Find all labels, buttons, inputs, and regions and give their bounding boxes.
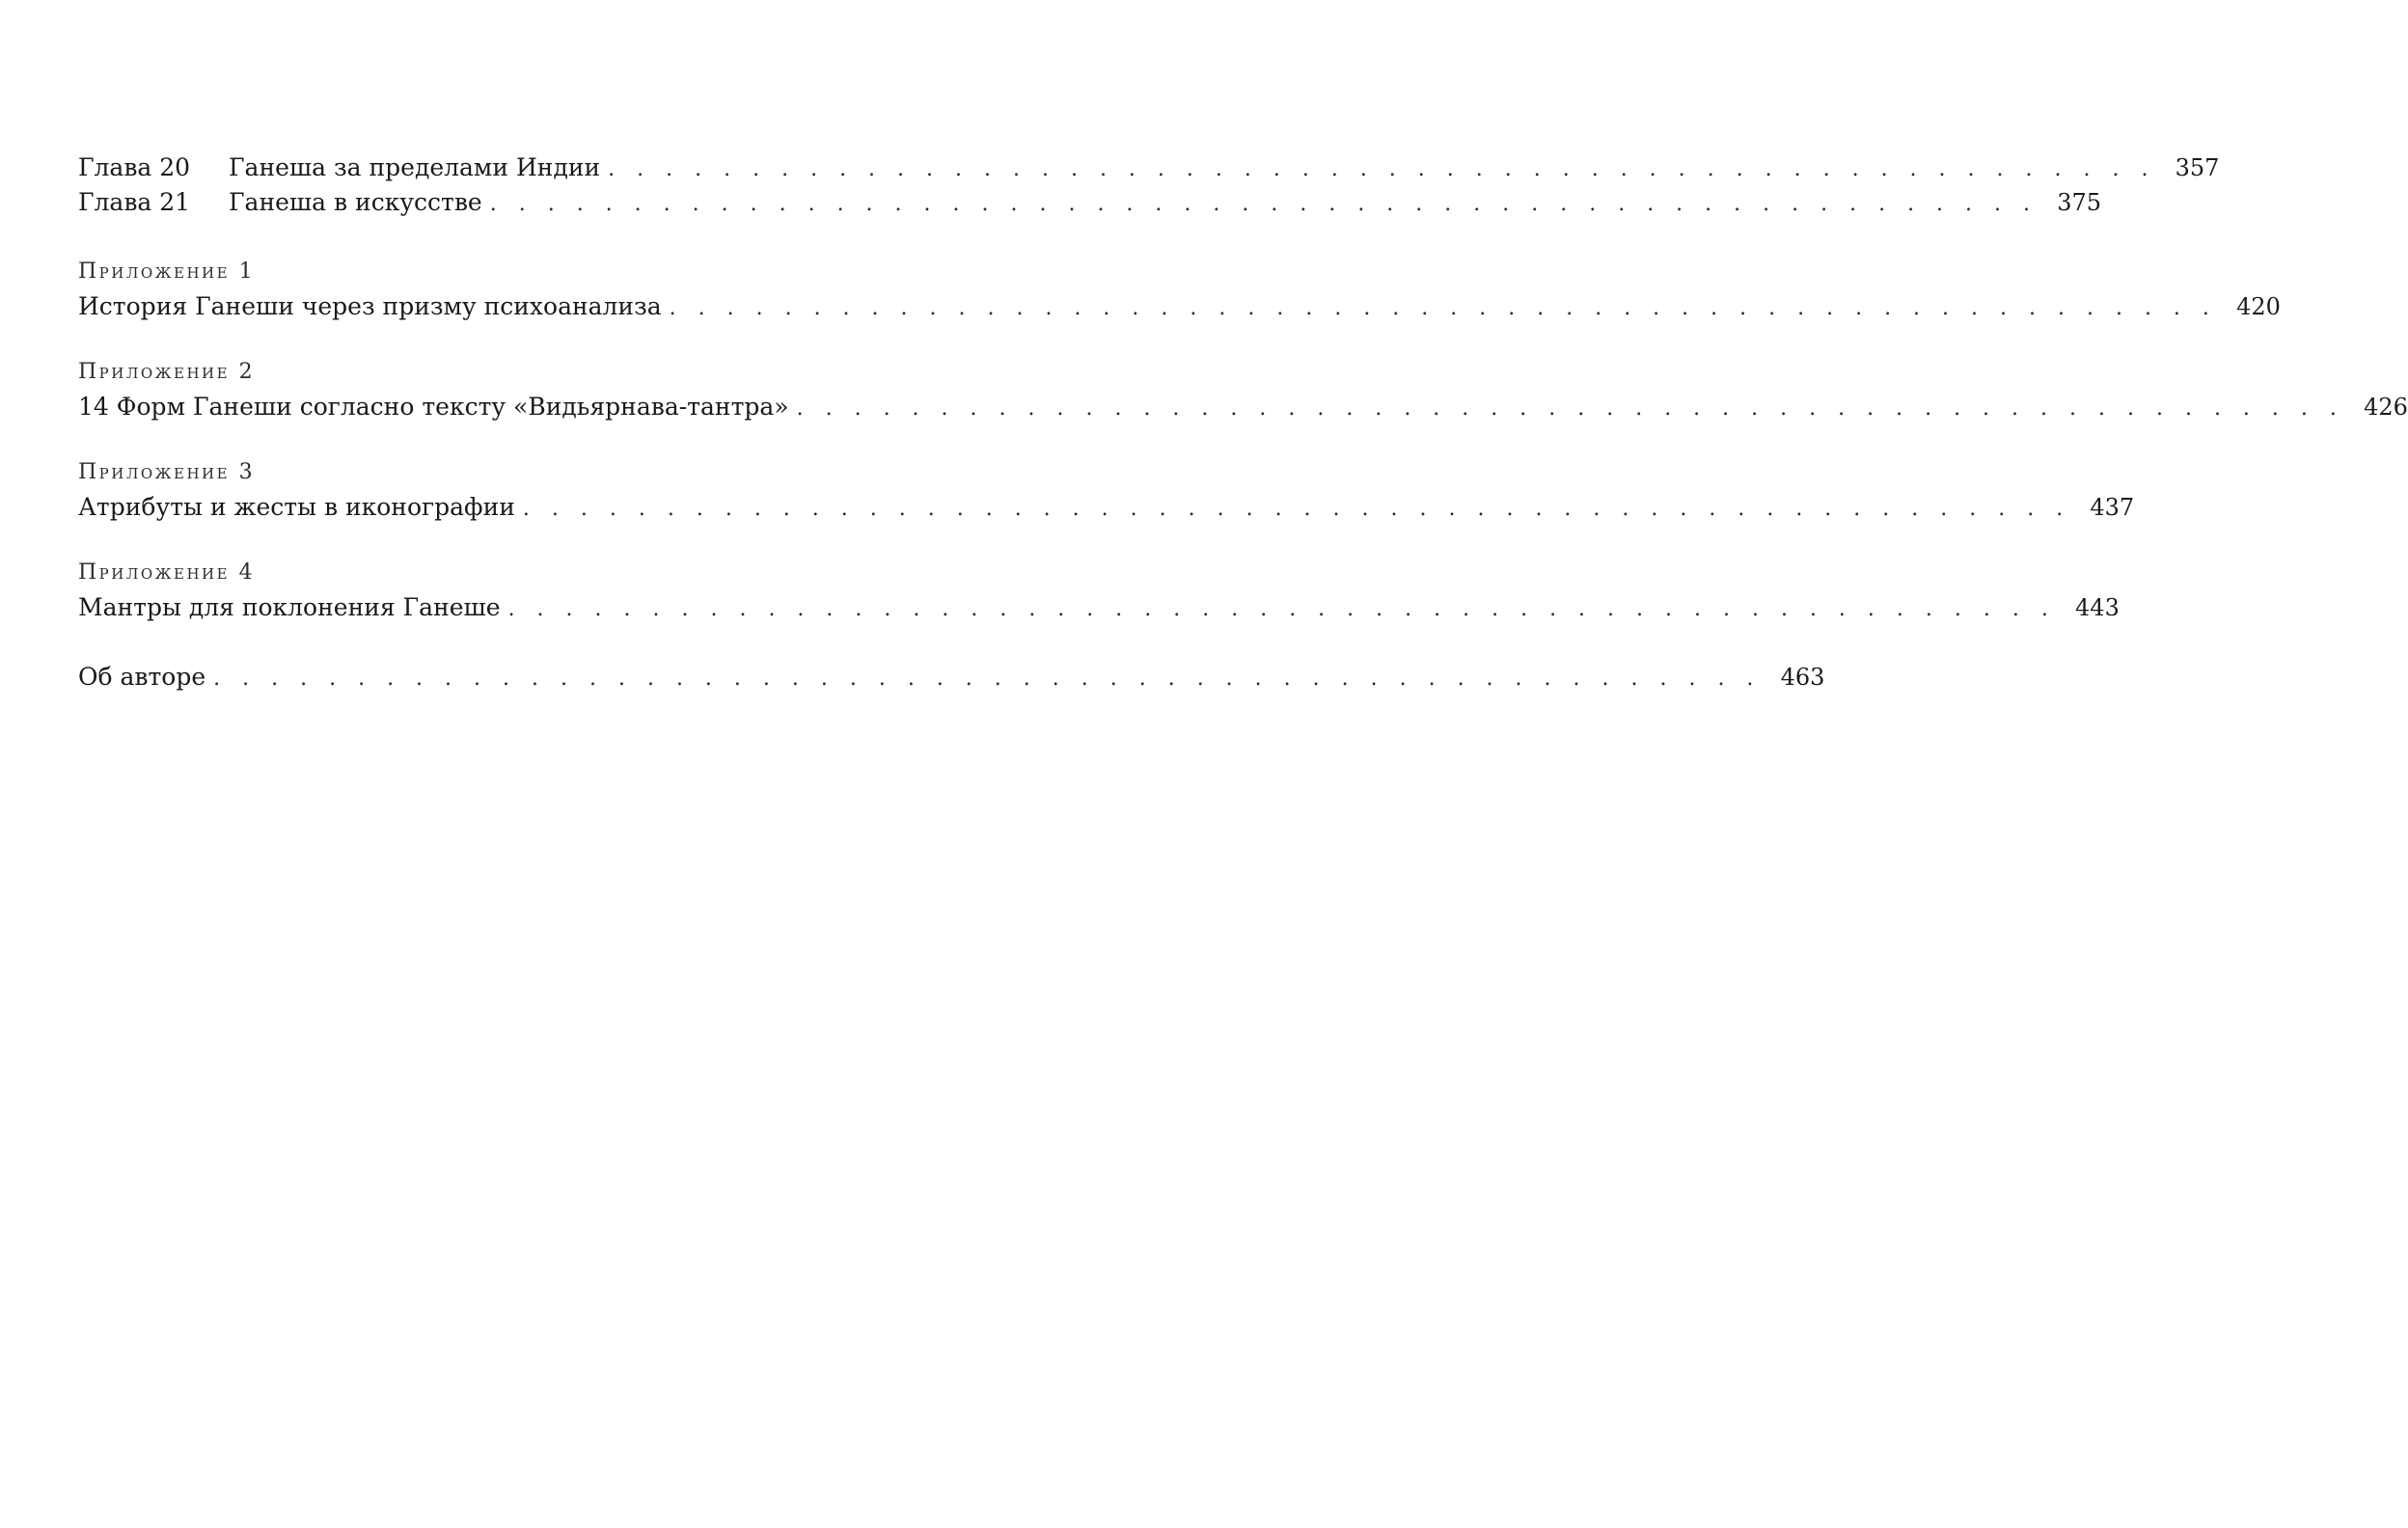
page-number: 357 (2175, 154, 2220, 181)
appendix-heading-3: Приложение 3 (78, 460, 256, 484)
appendix-title: Мантры для поклонения Ганеше (78, 593, 501, 621)
dot-leader: . . . . . . . . . . . . . . . . . . . . . . . . . . . . . . . . . . . . . . . . . . . . . . . . . . . . . . (796, 396, 2344, 421)
page-number: 437 (2090, 494, 2135, 521)
toc-entry-appendix-2[interactable] (78, 390, 2408, 424)
dot-leader: . . . . . . . . . . . . . . . . . . . . . . . . . . . . . . . . . . . . . . . . . . . . . . . . . . . . . . (608, 157, 2156, 181)
dot-leader: . . . . . . . . . . . . . . . . . . . . . . . . . . . . . . . . . . . . . . . . . . . . . . . . . . . . . . (213, 667, 1762, 691)
table-of-contents (78, 150, 2408, 695)
toc-entry-appendix-3[interactable] (78, 490, 2135, 525)
chapter-title: Ганеша за пределами Индии (229, 153, 601, 181)
appendix-heading-2: Приложение 2 (78, 360, 256, 384)
appendix-title: Атрибуты и жесты в иконографии (78, 493, 515, 521)
toc-entry-chapter-21[interactable] (78, 185, 2102, 220)
page-number: 443 (2075, 594, 2120, 621)
toc-entry-about-author[interactable] (78, 660, 1825, 695)
page-number: 375 (2057, 189, 2102, 216)
appendix-title: 14 Форм Ганеши согласно тексту «Видьярнава-тантра» (78, 393, 789, 421)
chapter-label: Глава 20 (78, 153, 191, 181)
dot-leader: . . . . . . . . . . . . . . . . . . . . . . . . . . . . . . . . . . . . . . . . . . . . . . . . . . . . . . (522, 497, 2071, 521)
about-title: Об авторе (78, 663, 206, 691)
page-number: 426 (2364, 394, 2408, 421)
dot-leader: . . . . . . . . . . . . . . . . . . . . . . . . . . . . . . . . . . . . . . . . . . . . . . . . . . . . . . (669, 296, 2217, 320)
chapter-label: Глава 21 (78, 188, 191, 216)
page-number: 463 (1780, 664, 1825, 691)
toc-entry-appendix-4[interactable] (78, 590, 2120, 625)
toc-entry-chapter-20[interactable] (78, 150, 2220, 185)
chapter-title: Ганеша в искусстве (229, 188, 482, 216)
appendix-heading-4: Приложение 4 (78, 560, 256, 585)
toc-entry-appendix-1[interactable] (78, 289, 2281, 324)
dot-leader: . . . . . . . . . . . . . . . . . . . . . . . . . . . . . . . . . . . . . . . . . . . . . . . . . . . . . . (507, 597, 2056, 621)
dot-leader: . . . . . . . . . . . . . . . . . . . . . . . . . . . . . . . . . . . . . . . . . . . . . . . . . . . . . . (489, 192, 2039, 216)
page-number: 420 (2236, 293, 2281, 320)
appendix-title: История Ганеши через призму психоанализа (78, 292, 662, 320)
appendix-heading-1: Приложение 1 (78, 259, 256, 284)
